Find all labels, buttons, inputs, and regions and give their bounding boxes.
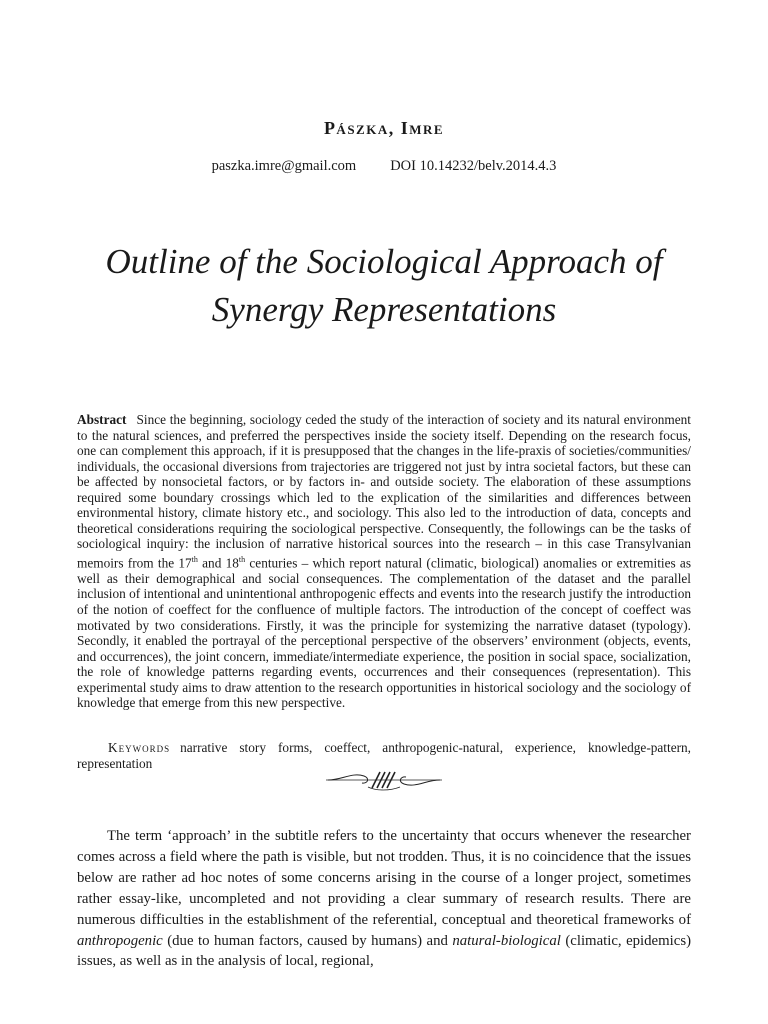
title-line-2: Synergy Representations bbox=[211, 290, 557, 329]
author-email[interactable]: paszka.imre@gmail.com bbox=[211, 158, 357, 174]
superscript: th bbox=[191, 554, 198, 564]
body-text-part: (climatic, epidemics) issues, as well as in the analysis of local, regional, bbox=[77, 932, 692, 970]
contact-line bbox=[0, 158, 768, 175]
abstract-text-mid: and 18 bbox=[197, 555, 239, 571]
abstract-text-end: centuries – which report natural (climatic, biological) anomalies or extremities as well as their demographical and social consequences. The complementation of the dataset and the parallel inclusion of intentional and unintentional anthropogenic effects and events into the research justify the introduction of the notion of coeffect for the confluence of multiple factors. The introduction of the concept of coeffect was motivated by two considerations. Firstly, it was the principle for systemizing the narrative dataset (typology). Secondly, it enabled the portrayal of the perceptional perspective of the observers’ environment (objects, events, and occurrences), the joint concern, immediate/intermediate experience, the position in social space, socialization, the role of knowledge patterns regarding events, occurrences and their consequences (representation). This experimental study aims to draw attention to the research opportunities in historical sociology and the sociology of knowledge that emerge from this new perspective. bbox=[77, 555, 691, 711]
title-line-1: Outline of the Sociological Approach of bbox=[105, 242, 663, 281]
body-text-part: The term ‘approach’ in the subtitle refers to the uncertainty that occurs whenever the researcher comes across a field where the path is visible, but not trodden. Thus, it is no coincidence that the issues below are rather ad hoc notes of some concerns arising in the course of a longer project, sometimes rather essay-like, uncompleted and not providing a clear summary of research results. There are numerous difficulties in the establishment of the referential, conceptual and theoretical frameworks of bbox=[77, 828, 691, 928]
ornament-divider-icon bbox=[324, 768, 444, 792]
body-paragraph bbox=[77, 826, 691, 972]
keywords-label: Keywords bbox=[108, 740, 171, 755]
abstract bbox=[77, 412, 691, 711]
keywords bbox=[77, 740, 691, 771]
abstract-text: Since the beginning, sociology ceded the study of the interaction of society and its natural environment to the natural sciences, and preferred the perspectives inside the society itself. Depending on the research focus, one can complement this approach, if it is presupposed that the changes in the life-praxis of societies/communities/ individuals, the occasional diversions from trajectories are triggered not just by intra societal factors, but these can be affected by nonsocietal factors, or by factors in- and outside society. The elaboration of these assumptions required some boundary crossings which led to the explication of the similarities and differences between environmental history, climate history etc., and sociology. This also led to the introduction of data, concepts and theoretical considerations requiring the sociological perspective. Consequently, the followings can be the tasks of sociological inquiry: the inclusion of narrative historical sources into the research – in this case Transylvanian memoirs from the 17 bbox=[77, 412, 691, 571]
abstract-label: Abstract bbox=[77, 412, 127, 427]
body-text-part: (due to human factors, caused by humans) and bbox=[162, 932, 453, 949]
doi: DOI 10.14232/belv.2014.4.3 bbox=[390, 158, 557, 174]
author-name: Pászka, Imre bbox=[323, 118, 445, 138]
paper-title bbox=[0, 238, 768, 334]
keywords-text: narrative story forms, coeffect, anthropogenic-natural, experience, knowledge-pattern, representation bbox=[77, 740, 691, 771]
emphasis-term: anthropogenic bbox=[77, 932, 163, 949]
superscript: th bbox=[238, 554, 246, 564]
emphasis-term: natural-biological bbox=[452, 932, 561, 949]
